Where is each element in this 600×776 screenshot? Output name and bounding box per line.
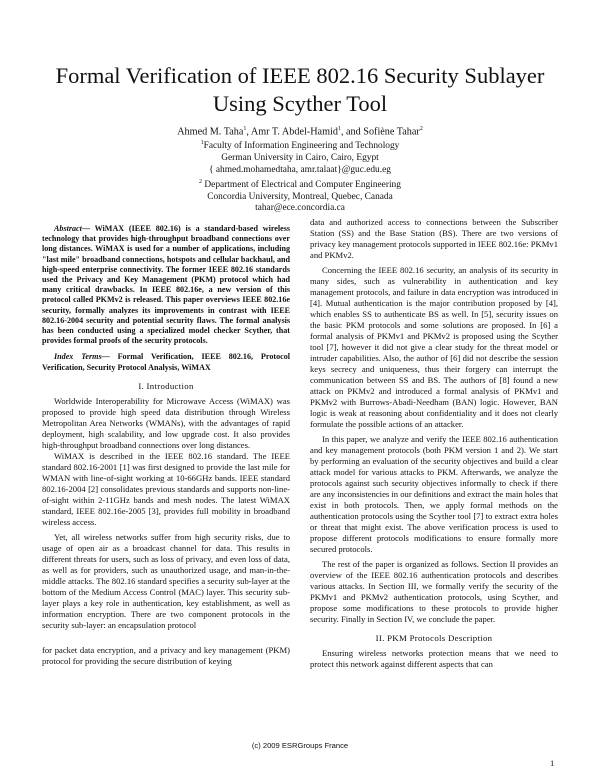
intro-paragraph-4: for packet data encryption, and a privacy and key management (PKM) protocol for providing the secure distribution of keying bbox=[42, 644, 290, 666]
affiliation-2-city: Concordia University, Montreal, Quebec, Canada bbox=[207, 191, 393, 202]
right-paragraph-3: In this paper, we analyze and verify the IEEE 802.16 authentication and key management protocols (both PKM version 1 and 2). We start by performing an evaluation of the security objectives and build a clear attack model for various attacks to PKM. Afterwards, we analyze the protocols against such security objectives informally to check if there are any inconsistencies in our definitions and extract the main holes that exist in both protocols. Then, we apply formal methods on the authentication protocols using the Scyther tool [7] to extract extra holes or threat that might exist. The above verification process is used to propose different protocols modifications to ensure formally more secured protocols. bbox=[310, 434, 558, 554]
section-heading-introduction: I. Introduction bbox=[138, 380, 194, 391]
intro-paragraph-3: Yet, all wireless networks suffer from high security risks, due to usage of open air as a broadcast channel for data. This results in different threats for users, such as loss of privacy, and even loss of data, as well as for providers, such as unauthorized usage, and man-in-the-middle attacks. The 802.16 standard specifies a security sub-layer at the bottom of the Medium Access Control (MAC) layer. This security sub-layer plays a key role in authentication, key establishment, as well as information encryption. There are two component protocols in the security sub-layer: an encapsulation protocol bbox=[42, 531, 290, 630]
affiliation-2-email: tahar@ece.concordia.ca bbox=[255, 203, 345, 214]
intro-paragraph-2: WiMAX is described in the IEEE 802.16 standard. The IEEE standard 802.16-2001 [1] was first designed to provide the last mile for WMAN with line-of-sight working at 10-66GHz bands. IEEE standard 802.16-2004 [2] consolidates previous standards and supports non-line-of-sight within 2-11GHz bands and mesh nodes. The latest WiMAX standard, IEEE 802.16e-2005 [3], provides full mobility in broadband wireless access. bbox=[42, 450, 290, 527]
right-paragraph-2: Concerning the IEEE 802.16 security, an analysis of its security in many sides, such as vulnerability in authentication and key management protocols, and failure in data encryption was introduced in [4]. Mutual authentication is the major contribution proposed by [4], which enables SS to authenticate BS as well. In [5], security issues on the basic PKM protocols and some solutions are proposed. In [6] a formal analysis of PKMv1 and PKMv2 is proposed using the Scyther tool [7], however it did not give a clear study for the threat model or intruder capabilities. Also, the author of [6] did not describe the session keys secrecy and uniqueness, thus their forgery can interrupt the communication between SS and BS. The authors of [8] found a new attack on PKMv2 and introduced a formal analysis of PKMv1 and PKMv2 with Burrows-Abadi-Needham (BAN) logic. However, BAN logic is weak at reasoning about confidentiality and it does not clearly formulate the possible actions of an attacker. bbox=[310, 265, 558, 429]
copyright-footer: (c) 2009 ESRGroups France bbox=[251, 741, 349, 750]
right-paragraph-1: data and authorized access to connections between the Subscriber Station (SS) and the Base Station (BS). There are two versions of privacy key management protocols supported in IEEE 802.16e: PKMv1 and PKMv2. bbox=[310, 217, 558, 260]
section-heading-pkm: II. PKM Protocols Description bbox=[375, 633, 493, 643]
author-2-affil: 1 bbox=[337, 126, 341, 132]
index-terms-text: — Formal Verification, IEEE 802.16, Protocol Verification, Security Protocol Analysis, WiMAX bbox=[42, 352, 290, 372]
abstract-label: Abstract bbox=[54, 224, 82, 233]
right-paragraph-5: Ensuring wireless networks protection means that we need to protect this network against different aspects that can bbox=[310, 648, 558, 669]
author-block bbox=[80, 124, 520, 215]
abstract-text: — WiMAX (IEEE 802.16) is a standard-based wireless technology that provides high-throughput broadband connections over long distances. WiMAX is used for a number of applications, including "last mile" broadband connections, hotspots and cellular backhaul, and high-speed enterprise connectivity. The former IEEE 802.16 standards used the Privacy and Key Management (PKM) protocol which had many critical drawbacks. In IEEE 802.16e, a new version of this protocol called PKMv2 is released. This paper overviews IEEE 802.16e security, formally analyzes its improvements in contrast with IEEE 802.16-2004 security and potential security flaws. The formal analysis has been conducted using a specialized model checker Scyther, that provides formal proofs of the security protocols. bbox=[42, 224, 290, 346]
author-names bbox=[80, 124, 520, 138]
index-terms-label: Index Terms bbox=[54, 352, 102, 362]
intro-paragraph-1: Worldwide Interoperability for Microwave Access (WiMAX) was proposed to provide high speed data distribution through Wireless Metropolitan Area Networks (WMANs), with the advantages of rapid deployment, high scalability, and low upgrade cost. It also provides high-throughput broadband connections over long distances. bbox=[42, 395, 290, 450]
author-1-affil: 1 bbox=[243, 126, 247, 132]
author-1: Ahmed M. Taha bbox=[177, 126, 244, 138]
author-3: , and Sofiène Tahar bbox=[340, 126, 420, 138]
paper-title: Formal Verification of IEEE 802.16 Security Sublayer Using Scyther Tool bbox=[55, 63, 545, 116]
index-terms bbox=[42, 352, 290, 372]
right-paragraph-4: The rest of the paper is organized as follows. Section II provides an overview of the IEEE 802.16 authentication protocols and describes various attacks. In Section III, we formally verify the security of the PKMv1 and PKMv2 authentication protocols, using Scyther, and propose some modifications to these protocols to provide higher security. Finally in Section IV, we conclude the paper. bbox=[310, 559, 558, 624]
affiliation-2: $^2$ Department of Electrical and Computer Engineering bbox=[199, 178, 401, 190]
author-3-affil: 2 bbox=[419, 126, 423, 132]
page-number: 1 bbox=[550, 758, 555, 768]
affiliation-1: $^1$Faculty of Information Engineering and Technology bbox=[200, 140, 400, 152]
right-column bbox=[310, 217, 558, 670]
left-column bbox=[42, 224, 290, 667]
affiliation-1-city: German University in Cairo, Cairo, Egypt bbox=[221, 153, 379, 164]
affiliation-1-email: { ahmed.mohamedtaha, amr.talaat}@guc.edu.eg bbox=[209, 164, 391, 175]
author-2: , Amr T. Abdel-Hamid bbox=[246, 126, 338, 138]
abstract bbox=[42, 224, 290, 346]
